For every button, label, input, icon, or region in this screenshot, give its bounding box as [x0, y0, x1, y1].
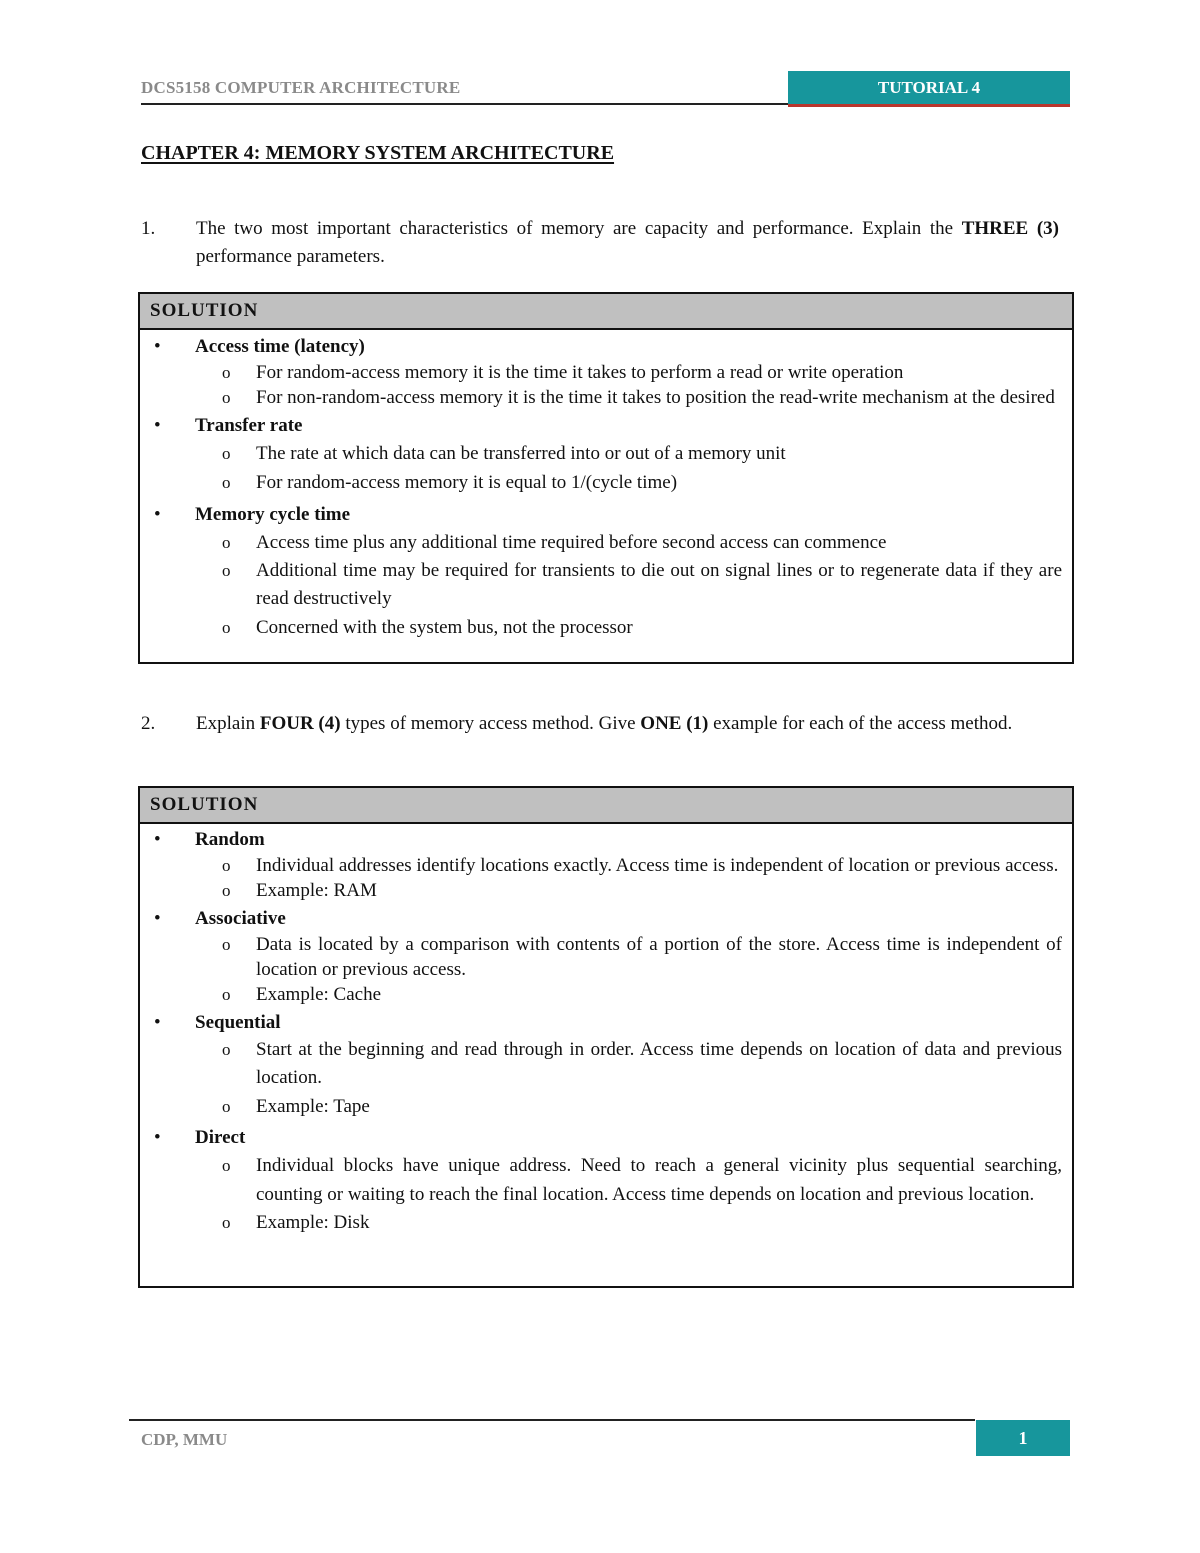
sub-bullet: o For random-access memory it is the time it takes to perform a read or write operation: [222, 362, 904, 383]
solution-header: SOLUTION: [140, 788, 1072, 824]
sub-bullet: o Data is located by a comparison with contents of a portion of the store. Access time is independent of location or previous access.: [222, 934, 1062, 980]
question-number: 2.: [141, 713, 156, 734]
question-2: [141, 710, 1059, 738]
sub-bullet: o Example: Disk: [222, 1212, 370, 1233]
question-text: The two most important characteristics of memory are capacity and performance. Explain the THREE (3) performance parameters.: [196, 218, 1059, 267]
sub-bullet: o Start at the beginning and read through in order. Access time depends on location of data and previous location.: [222, 1039, 1062, 1088]
question-1: [141, 215, 1059, 271]
bullet-associative: • Associative: [150, 905, 1062, 932]
sub-bullet: o The rate at which data can be transferred into or out of a memory unit: [222, 443, 786, 464]
sub-bullet: o Access time plus any additional time required before second access can commence: [222, 532, 887, 553]
bullet-memory-cycle-time: • Memory cycle time: [150, 501, 1062, 528]
bullet-sequential: • Sequential: [150, 1009, 1062, 1036]
tutorial-label: TUTORIAL 4: [788, 71, 1070, 107]
bullet-access-time: • Access time (latency): [150, 333, 1062, 360]
solution-header: SOLUTION: [140, 294, 1072, 330]
footer-divider: [129, 1419, 975, 1421]
sub-bullet: o Additional time may be required for transients to die out on signal lines or to regenerate data if they are read destructively: [222, 560, 1062, 609]
sub-bullet: o Individual blocks have unique address. Need to reach a general vicinity plus sequential searching, counting or waiting to reach the final location. Access time depends on location and previous location.: [222, 1155, 1062, 1205]
header-divider: [141, 103, 789, 105]
sub-bullet: o For non-random-access memory it is the time it takes to position the read-write mechanism at the desired: [222, 387, 1055, 408]
sub-bullet: o Concerned with the system bus, not the processor: [222, 617, 633, 638]
sub-bullet: o Example: RAM: [222, 880, 377, 901]
course-title: DCS5158 COMPUTER ARCHITECTURE: [141, 78, 461, 97]
sub-bullet: o Example: Tape: [222, 1096, 370, 1117]
bullet-direct: • Direct: [150, 1124, 1062, 1151]
footer-author: CDP, MMU: [141, 1430, 228, 1449]
bullet-random: • Random: [150, 826, 1062, 853]
sub-bullet: o For random-access memory it is equal to 1/(cycle time): [222, 472, 678, 493]
question-text: Explain FOUR (4) types of memory access method. Give ONE (1) example for each of the access method.: [196, 713, 1013, 734]
chapter-title: CHAPTER 4: MEMORY SYSTEM ARCHITECTURE: [141, 142, 615, 164]
bullet-transfer-rate: • Transfer rate: [150, 412, 1062, 439]
solution-box-2: [138, 786, 1074, 1288]
page-number: 1: [976, 1420, 1070, 1456]
sub-bullet: o Example: Cache: [222, 984, 382, 1005]
solution-box-1: [138, 292, 1074, 664]
sub-bullet: o Individual addresses identify locations exactly. Access time is independent of location or previous access.: [222, 855, 1059, 876]
question-number: 1.: [141, 218, 156, 239]
